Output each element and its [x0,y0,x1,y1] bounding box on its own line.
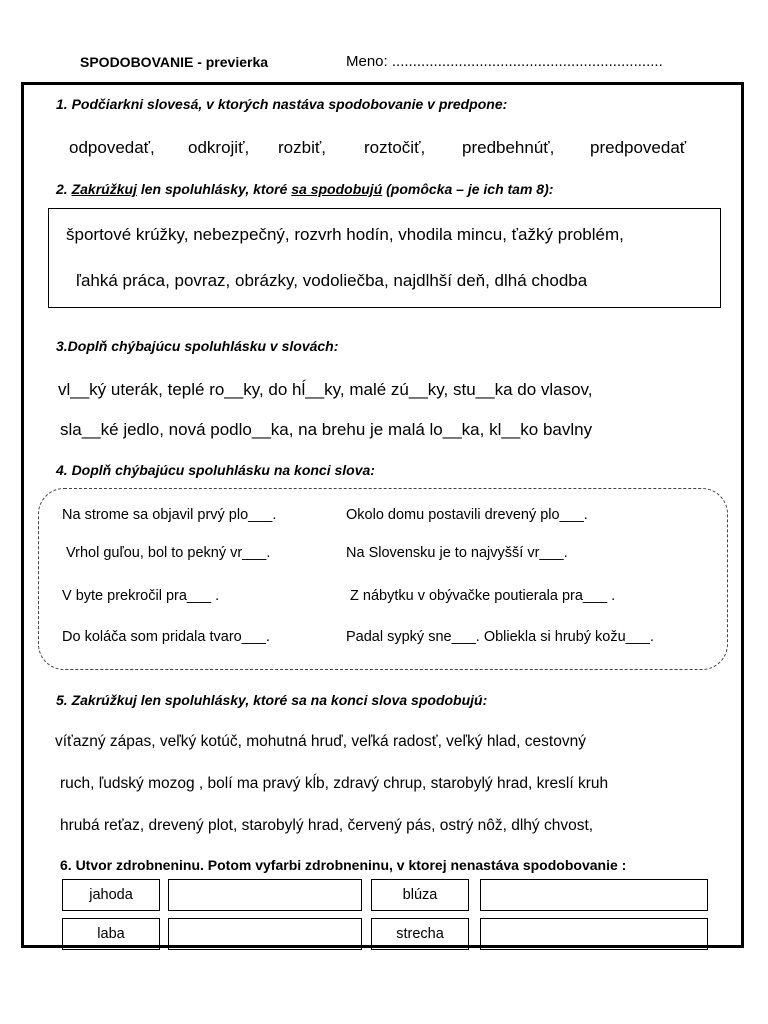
task5-line2[interactable]: ruch, ľudský mozog , bolí ma pravý kĺb, zdravý chrup, starobylý hrad, kreslí kruh [60,775,609,792]
answer-cell[interactable] [168,918,362,950]
task4-left-sentence[interactable]: V byte prekročil pra___ . [62,588,220,604]
answer-cell[interactable] [480,918,708,950]
name-field[interactable]: Meno: ................................................................. [346,53,663,70]
task1-word[interactable]: predpovedať [590,138,687,157]
task2-heading-mid: len spoluhlásky, ktoré [136,181,292,197]
task2-heading [56,181,553,197]
task2-heading-post: (pomôcka – je ich tam 8): [382,181,554,197]
task1-heading: 1. Podčiarkni slovesá, v ktorých nastáva spodobovanie v predpone: [56,96,508,112]
task6-heading: 6. Utvor zdrobneninu. Potom vyfarbi zdrobneninu, v ktorej nenastáva spodobovanie : [60,857,627,873]
task4-left-sentence[interactable]: Do koláča som pridala tvaro___. [62,629,270,645]
task2-line2[interactable]: ľahká práca, povraz, obrázky, vodoliečba, najdlhší deň, dlhá chodba [76,271,588,290]
task4-right-sentence[interactable]: Na Slovensku je to najvyšší vr___. [346,545,568,561]
task2-line1[interactable]: športové krúžky, nebezpečný, rozvrh hodín, vhodila mincu, ťažký problém, [66,225,624,244]
task1-word[interactable]: rozbiť, [278,138,326,157]
task1-word[interactable]: predbehnúť, [462,138,555,157]
task4-left-sentence[interactable]: Vrhol guľou, bol to pekný vr___. [66,545,271,561]
task2-heading-u1: Zakrúžkuj [71,181,137,197]
task5-line3[interactable]: hrubá reťaz, drevený plot, starobylý hrad, červený pás, ostrý nôž, dlhý chvost, [60,817,594,834]
task1-word[interactable]: odpovedať, [69,138,155,157]
task2-heading-u2: sa spodobujú [291,181,383,197]
task4-right-sentence[interactable]: Okolo domu postavili drevený plo___. [346,507,588,523]
task4-heading: 4. Doplň chýbajúcu spoluhlásku na konci slova: [56,462,375,478]
answer-cell[interactable] [480,879,708,911]
word-cell-laba: laba [62,918,160,950]
task2-heading-pre: 2. [56,181,72,197]
worksheet-title: SPODOBOVANIE - previerka [80,54,269,70]
word-cell-bluza: blúza [371,879,469,911]
task4-right-sentence[interactable]: Padal sypký sne___. Obliekla si hrubý kožu___. [346,629,654,645]
task1-word[interactable]: odkrojiť, [188,138,250,157]
word-cell-jahoda: jahoda [62,879,160,911]
task5-line1[interactable]: víťazný zápas, veľký kotúč, mohutná hruď, veľká radosť, veľký hlad, cestovný [55,733,586,750]
word-cell-strecha: strecha [371,918,469,950]
task4-right-sentence[interactable]: Z nábytku v obývačke poutierala pra___ . [350,588,616,604]
task1-word[interactable]: roztočiť, [364,138,426,157]
task2-box [48,208,721,308]
task3-line1[interactable]: vl__ký uterák, teplé ro__ky, do hĺ__ky, malé zú__ky, stu__ka do vlasov, [58,380,593,399]
task3-line2[interactable]: sla__ké jedlo, nová podlo__ka, na brehu je malá lo__ka, kl__ko bavlny [60,420,593,439]
task4-left-sentence[interactable]: Na strome sa objavil prvý plo___. [62,507,277,523]
answer-cell[interactable] [168,879,362,911]
task5-heading: 5. Zakrúžkuj len spoluhlásky, ktoré sa na konci slova spodobujú: [56,692,488,708]
task3-heading: 3.Doplň chýbajúcu spoluhlásku v slovách: [56,338,339,354]
